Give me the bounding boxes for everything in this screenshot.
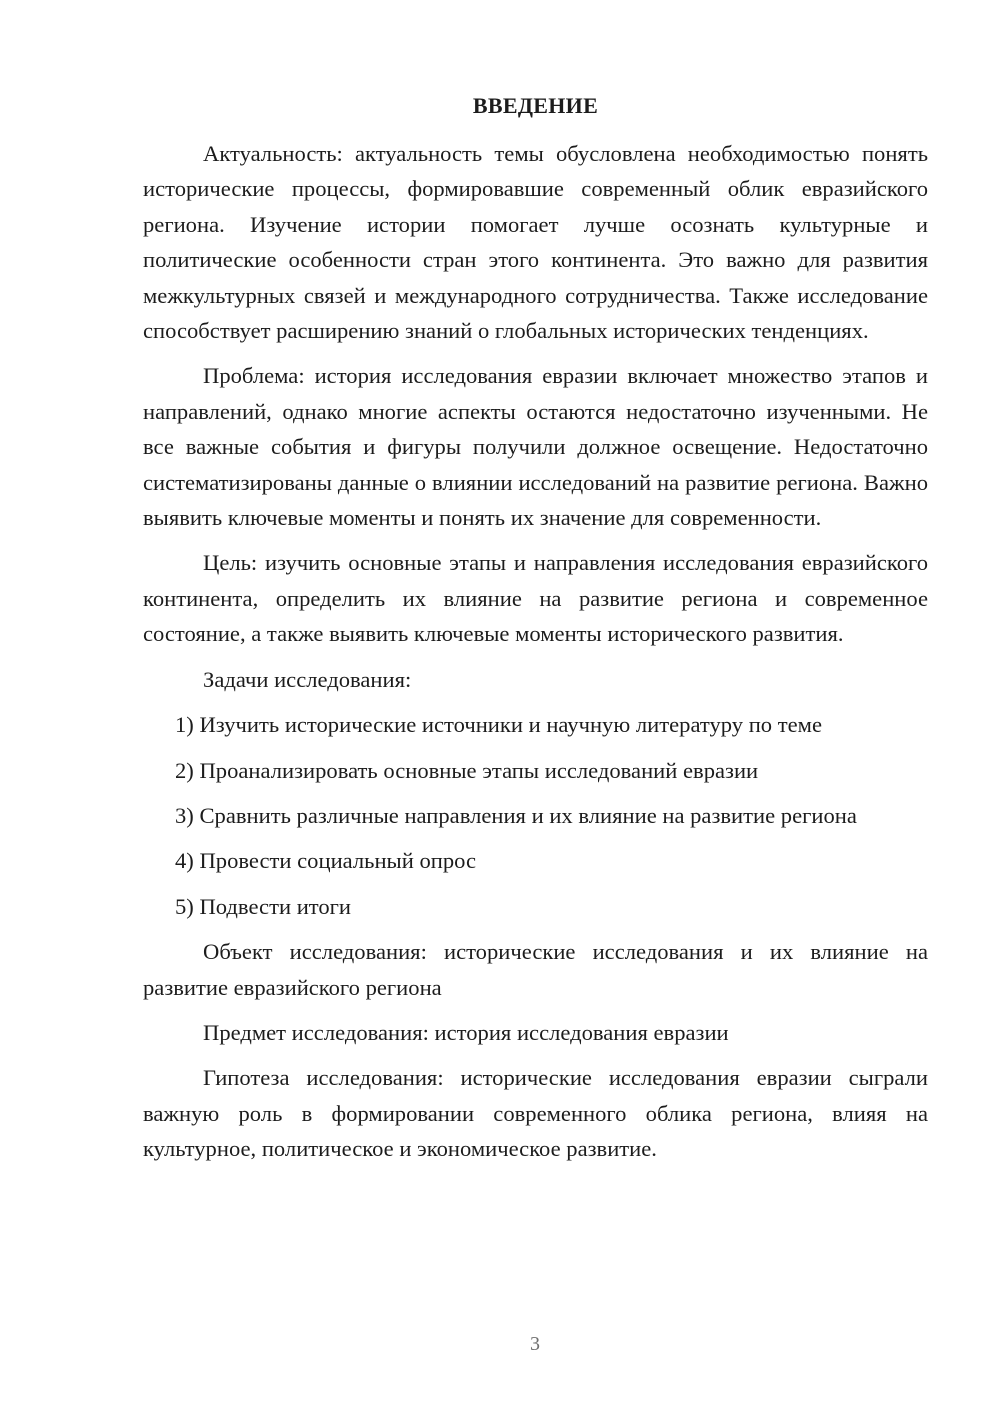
relevance-paragraph: Актуальность: актуальность темы обусловлена необходимостью понять исторические процессы, формировавшие современный облик евразийского региона. Изучение истории помогает лучше осознать культурные и политические особенности стран этого континента. Это важно для развития межкультурных связей и международного сотрудничества. Также исследование способствует расширению знаний о глобальных исторических тенденциях. bbox=[143, 141, 928, 344]
page-number: 3 bbox=[530, 1333, 540, 1355]
goal-paragraph: Цель: изучить основные этапы и направления исследования евразийского континента, определить их влияние на развитие региона и современное состояние, а также выявить ключевые моменты исторического развития. bbox=[143, 550, 928, 647]
subject-paragraph: Предмет исследования: история исследования евразии bbox=[203, 1019, 729, 1045]
object-paragraph: Объект исследования: исторические исследования и их влияние на развитие евразийского региона bbox=[143, 939, 928, 1000]
page-title: ВВЕДЕНИЕ bbox=[472, 93, 599, 118]
list-item: 1) Изучить исторические источники и научную литературу по теме bbox=[175, 712, 822, 738]
problem-paragraph: Проблема: история исследования евразии включает множество этапов и направлений, однако многие аспекты остаются недостаточно изученными. Не все важные события и фигуры получили должное освещение. Недостаточно систематизированы данные о влиянии исследований на развитие региона. Важно выявить ключевые моменты и понять их значение для современности. bbox=[143, 363, 928, 531]
list-item: 4) Провести социальный опрос bbox=[175, 848, 477, 874]
hypothesis-paragraph: Гипотеза исследования: исторические исследования евразии сыграли важную роль в формировании современного облика региона, влияя на культурное, политическое и экономическое развитие. bbox=[143, 1065, 928, 1162]
list-item: 3) Сравнить различные направления и их влияние на развитие региона bbox=[175, 802, 857, 828]
tasks-title: Задачи исследования: bbox=[203, 666, 412, 692]
list-item: 5) Подвести итоги bbox=[175, 893, 352, 919]
document-page bbox=[143, 92, 928, 1177]
list-item: 2) Проанализировать основные этапы исследований евразии bbox=[175, 757, 759, 783]
tasks-list bbox=[143, 707, 928, 924]
